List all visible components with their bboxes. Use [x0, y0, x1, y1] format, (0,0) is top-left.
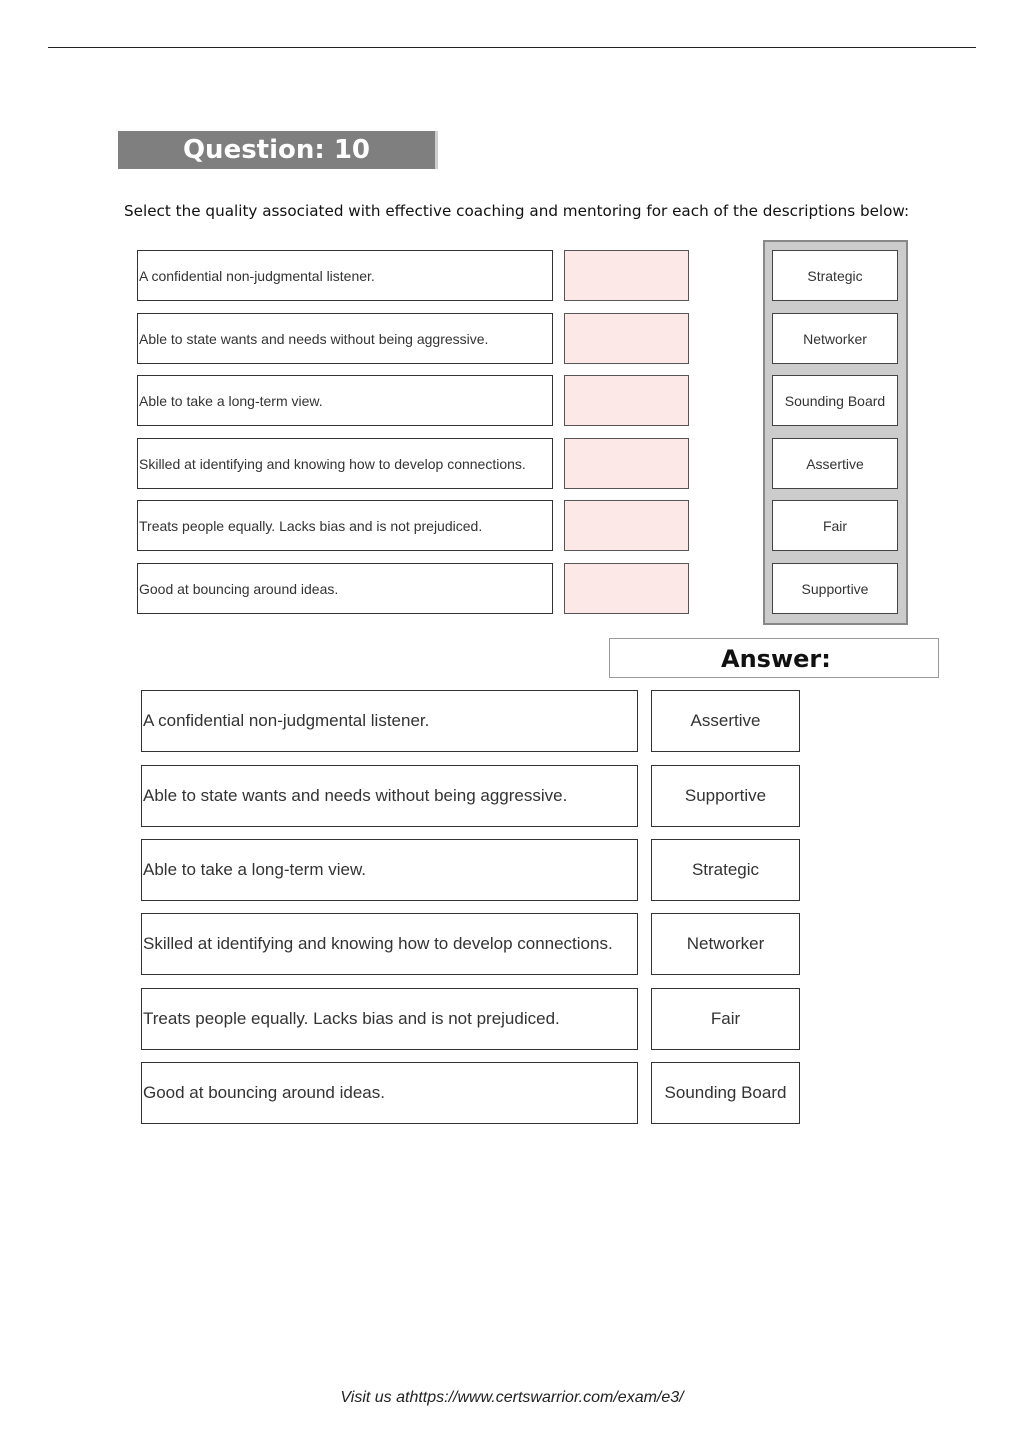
answer-value: Strategic: [651, 839, 800, 901]
drop-target[interactable]: [564, 500, 689, 551]
option-assertive[interactable]: Assertive: [772, 438, 898, 489]
description-item: Skilled at identifying and knowing how to develop connections.: [137, 438, 553, 489]
description-item: Able to take a long-term view.: [137, 375, 553, 426]
option-sounding-board[interactable]: Sounding Board: [772, 375, 898, 426]
description-item: Good at bouncing around ideas.: [137, 563, 553, 614]
answer-value: Supportive: [651, 765, 800, 827]
option-networker[interactable]: Networker: [772, 313, 898, 364]
answer-value: Assertive: [651, 690, 800, 752]
answer-description: Able to take a long-term view.: [141, 839, 638, 901]
answer-description: Treats people equally. Lacks bias and is not prejudiced.: [141, 988, 638, 1050]
question-instruction: Select the quality associated with effective coaching and mentoring for each of the descriptions below:: [124, 202, 910, 220]
drop-target[interactable]: [564, 375, 689, 426]
drop-target[interactable]: [564, 313, 689, 364]
description-item: Treats people equally. Lacks bias and is not prejudiced.: [137, 500, 553, 551]
question-banner: [118, 131, 438, 169]
top-divider: [48, 47, 976, 48]
drop-target[interactable]: [564, 438, 689, 489]
footer-link[interactable]: Visit us athttps://www.certswarrior.com/exam/e3/: [340, 1389, 684, 1406]
description-item: A confidential non-judgmental listener.: [137, 250, 553, 301]
option-strategic[interactable]: Strategic: [772, 250, 898, 301]
answer-value: Sounding Board: [651, 1062, 800, 1124]
option-supportive[interactable]: Supportive: [772, 563, 898, 614]
answer-description: Able to state wants and needs without being aggressive.: [141, 765, 638, 827]
answer-value: Networker: [651, 913, 800, 975]
answer-description: Skilled at identifying and knowing how to develop connections.: [141, 913, 638, 975]
option-fair[interactable]: Fair: [772, 500, 898, 551]
drop-target[interactable]: [564, 250, 689, 301]
answer-description: Good at bouncing around ideas.: [141, 1062, 638, 1124]
question-label: Question: 10: [182, 135, 371, 165]
drop-target[interactable]: [564, 563, 689, 614]
answer-heading: Answer:: [609, 638, 939, 678]
description-item: Able to state wants and needs without being aggressive.: [137, 313, 553, 364]
answer-value: Fair: [651, 988, 800, 1050]
answer-description: A confidential non-judgmental listener.: [141, 690, 638, 752]
